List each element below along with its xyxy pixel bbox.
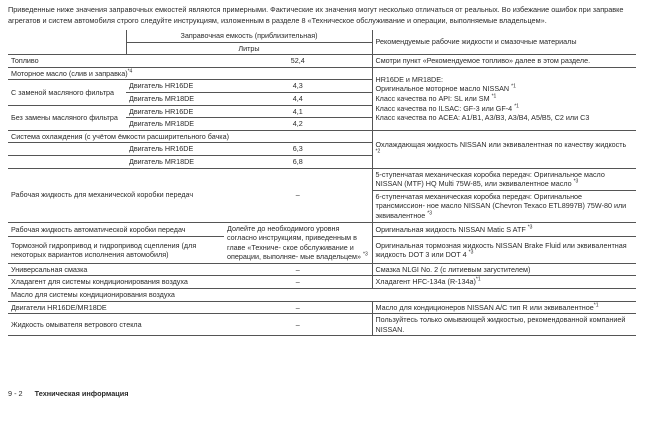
page-number: 9 - 2: [8, 389, 23, 398]
washer-value: –: [224, 314, 372, 336]
table-row-refrigerant: [8, 276, 636, 289]
oil-value-4: 4,2: [224, 118, 372, 131]
grease-value: –: [224, 263, 372, 276]
table-row-mt-1: [8, 168, 636, 190]
oil-engine-mr-2: Двигатель MR18DE: [126, 118, 224, 131]
at-note: Долейте до необходимого уровня согласно инструкциям, приведенным в главе «Техниче- ское обслуживание и операции, выполняе- мые владельцем» $^{*3}$: [224, 222, 372, 263]
grease-rec: Смазка NLGI No. 2 (с литиевым загустителем): [372, 263, 636, 276]
section-title: Техническая информация: [34, 389, 129, 398]
mt-value: –: [224, 168, 372, 222]
header-liters: Литры: [126, 42, 372, 55]
oil-engine-hr-1: Двигатель HR16DE: [126, 80, 224, 93]
table-row-fuel: [8, 55, 636, 68]
fuel-rec: Смотри пункт «Рекомендуемое топливо» далее в этом разделе.: [372, 55, 636, 68]
page-footer: [8, 389, 129, 398]
washer-rec: Пользуйтесь только омывающей жидкостью, рекомендованной компанией NISSAN.: [372, 314, 636, 336]
cooling-title: Система охлаждения (с учётом ёмкости расширительного бачка): [8, 130, 372, 143]
oil-value-2: 4,4: [224, 92, 372, 105]
mt-title: Рабочая жидкость для механической коробки передач: [8, 168, 224, 222]
cooling-engine-hr: Двигатель HR16DE: [126, 143, 224, 156]
oil-with-filter-label: С заменой масляного фильтра: [8, 80, 126, 105]
washer-title: Жидкость омывателя ветрового стекла: [8, 314, 224, 336]
table-row-ac-oil-title: [8, 289, 636, 302]
table-row-at: [8, 222, 636, 237]
cooling-value-2: 6,8: [224, 155, 372, 168]
table-row-ac-oil: [8, 301, 636, 314]
brake-rec: Оригинальная тормозная жидкость NISSAN Brake Fluid или эквивалентная жидкость DOT 3 или DOT 4 $^{*3}$: [372, 237, 636, 263]
refrigerant-title: Хладагент для системы кондиционирования воздуха: [8, 276, 224, 289]
ac-oil-title: Масло для системы кондиционирования воздуха: [8, 289, 636, 302]
table-row-oil-title: [8, 67, 636, 80]
ac-oil-value: –: [224, 301, 372, 314]
refrigerant-rec: Хладагент HFC-134a $(R-134a)^{*1}$: [372, 276, 636, 289]
header-recommended: Рекомендуемые рабочие жидкости и смазочные материалы: [372, 30, 636, 55]
table-header-row: [8, 30, 636, 42]
oil-rec: HR16DE и MR18DE: Оригинальное моторное масло NISSAN $^{*1}$ Класс качества по API: SL или SM $^{*1}$ Класс качества по ILSAC: GF-3 или GF-4 $^{*1}$ Класс качества по ACEA: A1/B1, A3/B3, A3/B4, A5/B5, C2 или C3: [372, 67, 636, 130]
grease-title: Универсальная смазка: [8, 263, 224, 276]
brake-title: Тормозной гидропривод и гидропривод сцепления (для некоторых вариантов исполнения автомобиля): [8, 237, 224, 263]
oil-engine-mr-1: Двигатель MR18DE: [126, 92, 224, 105]
cooling-value-1: 6,3: [224, 143, 372, 156]
mt-rec-6speed: 6-ступенчатая механическая коробка передач: Оригинальное трансмиссион- ное масло NISSAN (Chevron Texaco ETL8997B) 75W-80 или эквивалентное $^{*3}$: [372, 190, 636, 222]
table-row-cooling-title: [8, 130, 636, 143]
header-capacity: Заправочная емкость (приблизительная): [126, 30, 372, 42]
at-rec: Оригинальная жидкость NISSAN Matic S ATF $^{*3}$: [372, 222, 636, 237]
mt-rec-5speed: 5-ступенчатая механическая коробка передач: Оригинальное масло NISSAN (MTF) HQ Multi 75W-85, или эквивалентное масло $^{*3}$: [372, 168, 636, 190]
intro-paragraph: Приведенные ниже значения заправочных емкостей являются примерными. Фактические их значения могут несколько отличаться от реальных. Во избежание ошибок при заправке агрегатов и систем автомобиля строго следуйте инструкциям, изложенным в разделе 8 «Техническое обслуживание и операции, выполняемые владельцем».: [8, 5, 624, 25]
oil-without-filter-label: Без замены масляного фильтра: [8, 105, 126, 130]
table-row-grease: [8, 263, 636, 276]
oil-value-1: 4,3: [224, 80, 372, 93]
oil-title: Моторное масло (слив и заправка)$^{*4}$: [8, 67, 372, 80]
cooling-rec: Охлаждающая жидкость NISSAN или эквивалентная по качеству жидкость $^{*2}$: [372, 130, 636, 168]
table-row-washer: [8, 314, 636, 336]
ac-oil-engines: Двигатели HR16DE/MR18DE: [8, 301, 224, 314]
capacities-table: [8, 30, 636, 336]
fuel-label: Топливо: [8, 55, 224, 68]
at-title: Рабочая жидкость автоматической коробки передач: [8, 222, 224, 237]
fuel-value: 52,4: [224, 55, 372, 68]
ac-oil-rec: Масло для кондиционеров NISSAN A/C тип R или эквивалентное$^{*1}$: [372, 301, 636, 314]
oil-value-3: 4,1: [224, 105, 372, 118]
oil-engine-hr-2: Двигатель HR16DE: [126, 105, 224, 118]
refrigerant-value: –: [224, 276, 372, 289]
cooling-engine-mr: Двигатель MR18DE: [126, 155, 224, 168]
